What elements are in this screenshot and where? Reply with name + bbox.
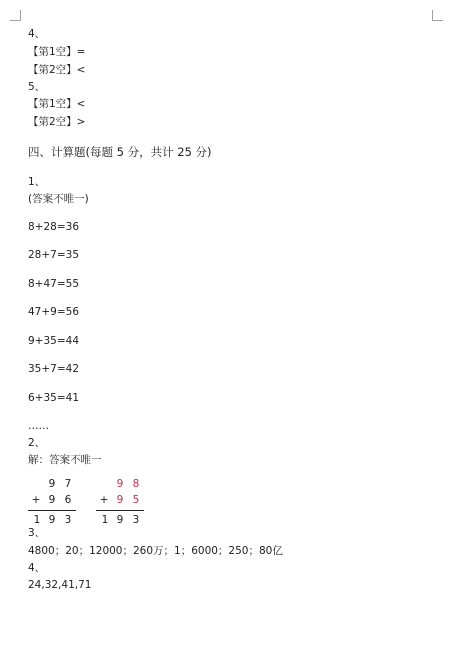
page-corner-mark-top-left (10, 10, 21, 21)
plus-sign: + (31, 494, 41, 506)
blank-answer: 【第2空】> (28, 116, 86, 128)
digit: 3 (64, 514, 72, 526)
digit: 1 (101, 514, 109, 526)
question-note: (答案不唯一) (28, 193, 89, 205)
question-number: 4、 (28, 562, 46, 574)
ellipsis: …… (28, 420, 49, 432)
digit: 9 (116, 478, 124, 490)
equation: 8+47=55 (28, 278, 79, 290)
equation: 9+35=44 (28, 335, 79, 347)
digit: 1 (33, 514, 41, 526)
blank-answer: 【第1空】= (28, 46, 86, 58)
blank-answer: 【第2空】< (28, 64, 86, 76)
digit: 9 (48, 478, 56, 490)
digit: 9 (116, 494, 124, 506)
sum-line (96, 510, 144, 511)
digit: 6 (64, 494, 72, 506)
answer-text: 4800；20；12000；260万；1；6000；250；80亿 (28, 545, 283, 557)
page-corner-mark-top-right (432, 10, 443, 21)
sum-line (28, 510, 76, 511)
equation: 47+9=56 (28, 306, 79, 318)
section-title: 四、计算题(每题 5 分，共计 25 分) (28, 145, 212, 159)
digit: 7 (64, 478, 72, 490)
answer-text: 24,32,41,71 (28, 579, 92, 591)
blank-answer: 【第1空】< (28, 98, 86, 110)
question-number: 2、 (28, 437, 46, 449)
question-number: 3、 (28, 527, 46, 539)
equation: 35+7=42 (28, 363, 79, 375)
question-note: 解：答案不唯一 (28, 454, 102, 466)
question-number: 4、 (28, 28, 46, 40)
question-number: 1、 (28, 176, 46, 188)
digit: 9 (48, 514, 56, 526)
equation: 28+7=35 (28, 249, 79, 261)
equation: 8+28=36 (28, 221, 79, 233)
digit: 5 (132, 494, 140, 506)
digit: 3 (132, 514, 140, 526)
digit: 9 (116, 514, 124, 526)
question-number: 5、 (28, 81, 46, 93)
digit: 8 (132, 478, 140, 490)
digit: 9 (48, 494, 56, 506)
equation: 6+35=41 (28, 392, 79, 404)
plus-sign: + (99, 494, 109, 506)
